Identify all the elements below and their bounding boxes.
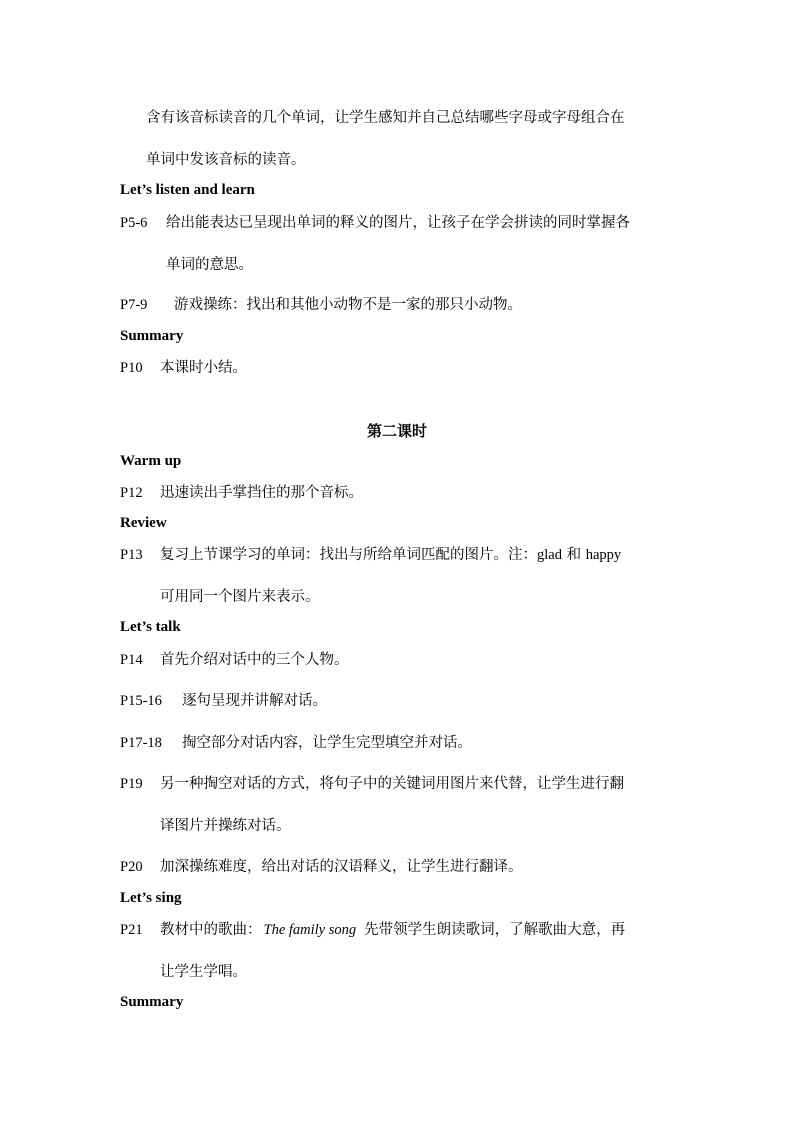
text: 译图片并操练对话。 [160, 818, 291, 834]
slide-ref: P19 [120, 776, 143, 792]
paragraph-line [160, 816, 291, 836]
slide-ref: P13 [120, 547, 143, 563]
slide-ref: P20 [120, 859, 143, 875]
text: 复习上节课学习的单词：找出与所给单词匹配的图片。注： [160, 547, 537, 563]
slide-ref: P7-9 [120, 297, 148, 313]
slide-ref: P5-6 [120, 215, 148, 231]
slide-ref: P17-18 [120, 735, 162, 751]
text: 让学生学唱。 [160, 964, 247, 980]
text: 给出能表达已呈现出单词的释义的图片，让孩子在学会拼读的同时掌握各 [166, 215, 630, 231]
text: 先带领学生朗读歌词，了解歌曲大意，再 [364, 922, 626, 938]
paragraph-line [146, 108, 625, 128]
text: 可用同一个图片来表示。 [160, 589, 320, 605]
text: 另一种掏空对话的方式，将句子中的关键词用图片来代替，让学生进行翻 [160, 776, 624, 792]
text: 单词的意思。 [166, 257, 253, 273]
text: 掏空部分对话内容，让学生完型填空并对话。 [182, 735, 472, 751]
paragraph-line [160, 587, 320, 607]
section-heading-talk: Let’s talk [120, 619, 181, 635]
slide-ref: P10 [120, 360, 143, 376]
text: 本课时小结。 [160, 360, 247, 376]
slide-item-p5-6 [120, 213, 630, 233]
text: 迅速读出手掌挡住的那个音标。 [160, 485, 363, 501]
section-heading-sing: Let’s sing [120, 890, 182, 906]
text: 加深操练难度，给出对话的汉语释义，让学生进行翻译。 [160, 859, 523, 875]
paragraph-line [146, 150, 306, 170]
text: 单词中发该音标的读音。 [146, 152, 306, 168]
section-heading-warm-up: Warm up [120, 453, 182, 469]
slide-item-p14 [120, 650, 349, 670]
lesson-title: 第二课时 [366, 422, 427, 440]
text: happy [585, 547, 622, 563]
slide-item-p19 [120, 774, 624, 794]
text: 游戏操练：找出和其他小动物不是一家的那只小动物。 [174, 297, 522, 313]
slide-item-p13 [120, 545, 621, 565]
slide-item-p10 [120, 358, 247, 378]
paragraph-line [160, 962, 247, 982]
slide-ref: P14 [120, 652, 143, 668]
slide-item-p17-18 [120, 733, 472, 753]
slide-item-p12 [120, 483, 363, 503]
text: 教材中的歌曲： [160, 922, 262, 938]
text: glad [537, 547, 562, 563]
section-heading-summary: Summary [120, 994, 184, 1010]
slide-item-p21 [120, 920, 625, 940]
song-title: The family song [263, 922, 357, 938]
text: 和 [561, 547, 586, 563]
text: 含有该音标读音的几个单词，让学生感知并自己总结哪些字母或字母组合在 [146, 110, 625, 126]
section-heading-summary: Summary [120, 328, 184, 344]
slide-ref: P15-16 [120, 693, 162, 709]
text: 首先介绍对话中的三个人物。 [160, 652, 349, 668]
slide-item-p20 [120, 857, 523, 877]
slide-ref: P21 [120, 922, 143, 938]
slide-item-p15-16 [120, 691, 327, 711]
paragraph-line [166, 255, 253, 275]
text: 逐句呈现并讲解对话。 [182, 693, 327, 709]
section-heading-listen-learn: Let’s listen and learn [120, 182, 255, 198]
section-heading-review: Review [120, 515, 167, 531]
slide-item-p7-9 [120, 295, 522, 315]
slide-ref: P12 [120, 485, 143, 501]
